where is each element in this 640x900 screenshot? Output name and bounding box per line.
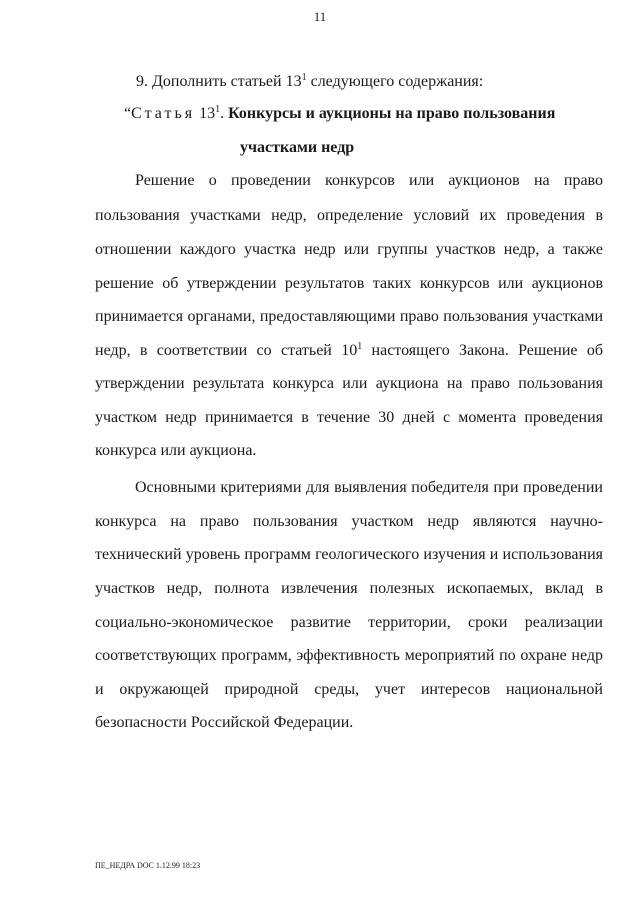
paragraph1-line: решение об утверждении результатов таких конкурсов или аукционов xyxy=(95,275,603,292)
paragraph2-line: участков недр, полнота извлечения полезных ископаемых, вклад в xyxy=(95,580,603,597)
article-heading xyxy=(124,104,555,124)
article-word: Статья xyxy=(131,105,196,122)
article-quote-open: “ xyxy=(124,105,132,122)
paragraph2-line: соответствующих программ, эффективность мероприятий по охране недр xyxy=(95,647,603,664)
paragraph2-line: и окружающей природной среды, учет интересов национальной xyxy=(95,681,603,698)
amendment-intro-after: следующего содержания: xyxy=(306,73,484,90)
paragraph1-line6-sup: 1 xyxy=(357,341,363,352)
paragraph1-line: участком недр принимается в течение 30 дней с момента проведения xyxy=(95,409,603,426)
footer-file-stamp: ПЕ_НЕДРА DOC 1.12.99 18:23 xyxy=(95,861,201,870)
page-number: 11 xyxy=(313,9,327,24)
paragraph1-line6-after: настоящего Закона. Решение об xyxy=(362,342,603,359)
paragraph1-line: принимается органами, предоставляющими право пользования участками xyxy=(95,308,603,325)
article-number: 13 xyxy=(195,105,216,122)
article-title-line2: участками недр xyxy=(240,139,355,156)
paragraph2-line: Основными критериями для выявления победителя при проведении xyxy=(135,479,603,496)
paragraph1-line6-before: недр, в соответствии со статьей 10 xyxy=(95,342,358,359)
amendment-intro xyxy=(136,72,483,92)
paragraph1-line xyxy=(95,341,603,361)
amendment-intro-before: 9. Дополнить статьей 13 xyxy=(136,73,302,90)
paragraph1-line: отношении каждого участка недр или группы участков недр, а также xyxy=(95,241,603,258)
paragraph1-last-line: конкурса или аукциона. xyxy=(95,442,257,459)
amendment-intro-sup: 1 xyxy=(301,72,307,83)
article-number-sup: 1 xyxy=(215,104,221,115)
paragraph1-line: пользования участками недр, определение условий их проведения в xyxy=(95,207,603,224)
paragraph1-line: утверждении результата конкурса или аукциона на право пользования xyxy=(95,375,603,392)
paragraph1-line: Решение о проведении конкурсов или аукционов на право xyxy=(135,172,603,189)
paragraph2-line: технический уровень программ геологического изучения и использования xyxy=(95,546,603,563)
paragraph2-last-line: безопасности Российской Федерации. xyxy=(95,714,354,731)
article-title-line1: Конкурсы и аукционы на право пользования xyxy=(224,105,556,122)
article-dot: . xyxy=(220,105,225,122)
paragraph2-line: социально-экономическое развитие территории, сроки реализации xyxy=(95,614,603,631)
paragraph2-line: конкурса на право пользования участком недр являются научно- xyxy=(95,513,603,530)
